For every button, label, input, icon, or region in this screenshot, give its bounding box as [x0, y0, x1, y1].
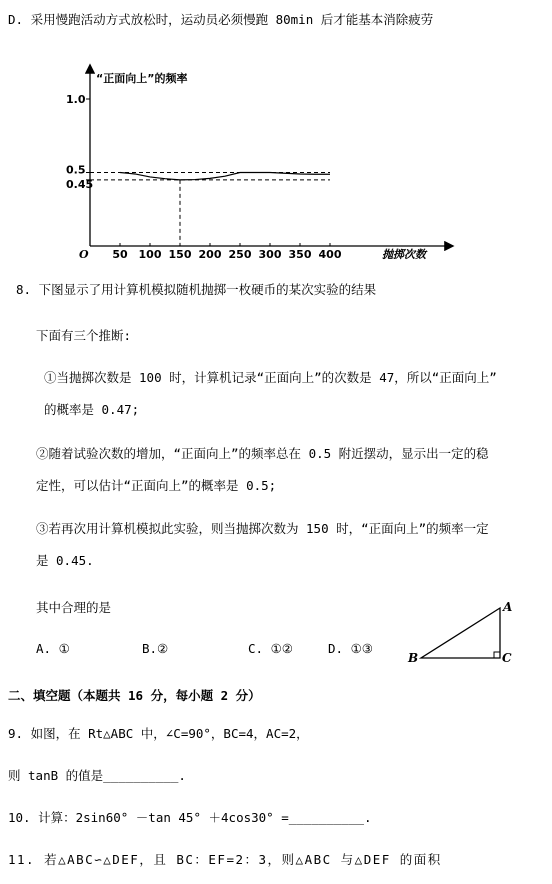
option-d[interactable]: D. ①③: [328, 641, 373, 656]
x-tick-label: 250: [228, 248, 252, 261]
option-d-text: D. 采用慢跑活动方式放松时，运动员必须慢跑 80min 后才能基本消除疲劳: [8, 12, 434, 27]
x-tick-label: 50: [112, 248, 128, 261]
inference-intro: 下面有三个推断:: [36, 328, 132, 343]
which-reasonable: 其中合理的是: [36, 600, 112, 615]
statement-1-line-1: ①当抛掷次数是 100 时，计算机记录“正面向上”的次数是 47，所以“正面向上”: [44, 370, 497, 385]
section-2-heading: 二、填空题（本题共 16 分，每小题 2 分）: [8, 688, 261, 703]
statement-2-line-2: 定性，可以估计“正面向上”的概率是 0.5;: [36, 478, 277, 493]
statement-2-line-1: ②随着试验次数的增加，“正面向上”的频率总在 0.5 附近摆动，显示出一定的稳: [36, 446, 489, 461]
y-axis-label: “正面向上”的频率: [96, 72, 188, 85]
option-a[interactable]: A. ①: [36, 641, 70, 656]
vertex-b-label: B: [408, 651, 419, 665]
x-tick-label: 150: [168, 248, 192, 261]
question-11: 11. 若△ABC∽△DEF，且 BC：EF=2：3，则△ABC 与△DEF 的面积: [8, 852, 442, 867]
option-b[interactable]: B.②: [142, 641, 169, 656]
statement-3-line-2: 是 0.45.: [36, 553, 94, 568]
vertex-a-label: A: [503, 600, 513, 614]
statement-3-line-1: ③若再次用计算机模拟此实验，则当抛掷次数为 150 时，“正面向上”的频率一定: [36, 521, 489, 536]
x-tick-label: 400: [318, 248, 342, 261]
frequency-line: [120, 173, 330, 180]
y-tick-label: 0.5: [66, 163, 86, 177]
x-tick-label: 300: [258, 248, 282, 261]
statement-1-line-2: 的概率是 0.47;: [44, 402, 140, 417]
vertex-c-label: C: [502, 651, 512, 665]
x-tick-label: 100: [138, 248, 162, 261]
origin-label: O: [79, 248, 89, 261]
y-tick-label: 1.0: [66, 93, 86, 106]
question-9-line-2: 则 tanB 的值是__________.: [8, 768, 186, 783]
option-c[interactable]: C. ①②: [248, 641, 293, 656]
question-8: 8. 下图显示了用计算机模拟随机抛掷一枚硬币的某次实验的结果: [16, 282, 377, 297]
frequency-chart: [0, 0, 552, 270]
x-axis-label: 抛掷次数: [382, 248, 426, 261]
x-tick-label: 350: [288, 248, 312, 261]
question-9-line-1: 9. 如图，在 Rt△ABC 中，∠C=90°，BC=4，AC=2，: [8, 726, 309, 741]
question-10: 10. 计算：2sin60° －tan 45° ＋4cos30° =__________.: [8, 810, 372, 825]
y-tick-label: 0.45: [66, 177, 94, 191]
x-tick-label: 200: [198, 248, 222, 261]
